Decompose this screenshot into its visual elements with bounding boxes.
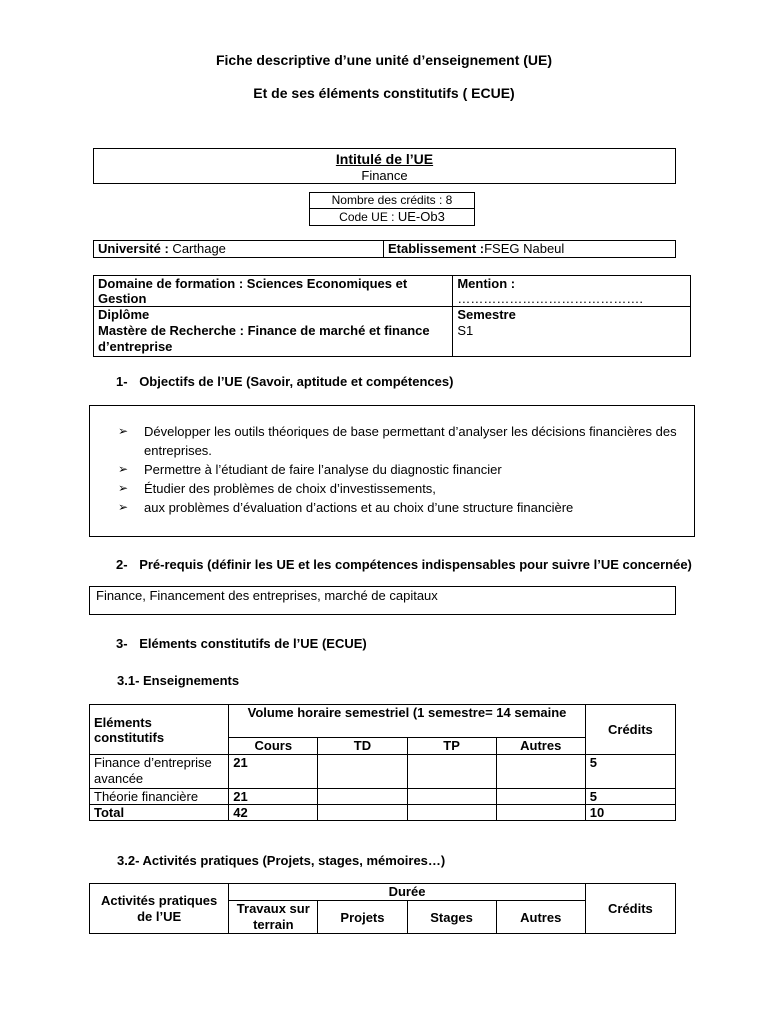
universite-cell [94,241,384,258]
section3-2-heading: 3.2- Activités pratiques (Projets, stages, mémoires…) [117,853,446,868]
table-row: Théorie financière 21 5 [90,789,676,805]
ue-name: Finance [361,168,408,183]
section3-1-heading: 3.1- Enseignements [117,673,240,688]
diplome-label: Diplôme [98,307,150,322]
col-projets-header: Projets [318,901,407,934]
semestre-cell [453,307,691,357]
arrow-bullet-icon: ➢ [118,481,129,495]
col-volume-header: Volume horaire semestriel (1 semestre= 14 semaine [229,705,586,738]
list-item: ➢ Développer les outils théoriques de base permettant d’analyser les décisions financières des entreprises. [118,424,677,458]
domaine-cell: Domaine de formation : Sciences Economiques et Gestion [94,276,453,307]
section2-heading [116,557,692,572]
diplome-cell [94,307,453,357]
etablissement-value: FSEG Nabeul [484,241,565,256]
section2-number: 2- [116,557,128,572]
semestre-label: Semestre [457,307,516,322]
section3-heading [116,636,367,651]
table-row: Finance d’entreprise avancée 21 5 [90,755,676,789]
col-duree-header: Durée [229,884,586,901]
mention-label: Mention : [457,276,516,291]
col-autres-header: Autres [496,738,585,755]
enseignements-table [89,704,676,821]
section3-number: 3- [116,636,128,651]
section1-title: Objectifs de l’UE (Savoir, aptitude et compétences) [139,374,454,389]
universite-label: Université : [98,241,169,256]
ue-heading: Intitulé de l’UE [335,151,434,167]
col-cours-header: Cours [229,738,318,755]
mention-value: ……………………………………. [457,291,643,306]
etablissement-cell [384,241,676,258]
objectives-box [89,405,695,537]
program-table [93,275,691,357]
section1-number: 1- [116,374,128,389]
ue-credits-table [309,192,475,226]
section2-title: Pré-requis (définir les UE et les compétences indispensables pour suivre l’UE concernée) [139,557,692,572]
col-autres2-header: Autres [496,901,585,934]
col-tp-header: TP [407,738,496,755]
institution-table [93,240,676,258]
ue-title-box [93,148,676,184]
diplome-value: Mastère de Recherche : Finance de marché et finance d’entreprise [98,323,430,354]
section1-heading [116,374,453,389]
document-subtitle: Et de ses éléments constitutifs ( ECUE) [253,85,515,101]
prerequisites-box: Finance, Financement des entreprises, marché de capitaux [89,586,676,615]
col-elements-header: Eléments constitutifs [90,705,229,755]
col-travaux-header: Travaux sur terrain [229,901,318,934]
list-item: ➢ Étudier des problèmes de choix d’investissements, [118,481,436,496]
col-credits-header: Crédits [585,705,675,755]
col-stages-header: Stages [407,901,496,934]
arrow-bullet-icon: ➢ [118,500,129,514]
col-credits2-header: Crédits [585,884,675,934]
col-td-header: TD [318,738,407,755]
mention-cell [453,276,691,307]
objectives-list [118,422,678,517]
ue-credits: Nombre des crédits : 8 [310,193,475,209]
ue-code-label: Code UE : [339,210,395,224]
ue-code [310,209,475,226]
activites-table [89,883,676,934]
universite-value: Carthage [168,241,226,256]
section3-title: Eléments constitutifs de l’UE (ECUE) [139,636,367,651]
document-title: Fiche descriptive d’une unité d’enseignement (UE) [215,52,553,68]
table-row: Total 42 10 [90,805,676,821]
ue-code-value: UE-Ob3 [397,209,445,224]
list-item: ➢ aux problèmes d’évaluation d’actions et au choix d’une structure financière [118,500,574,515]
arrow-bullet-icon: ➢ [118,424,129,438]
etablissement-label: Etablissement : [388,241,485,256]
col-activites-header: Activités pratiques de l’UE [90,884,229,934]
semestre-value: S1 [457,323,474,338]
list-item: ➢ Permettre à l’étudiant de faire l’analyse du diagnostic financier [118,462,502,477]
arrow-bullet-icon: ➢ [118,462,129,476]
